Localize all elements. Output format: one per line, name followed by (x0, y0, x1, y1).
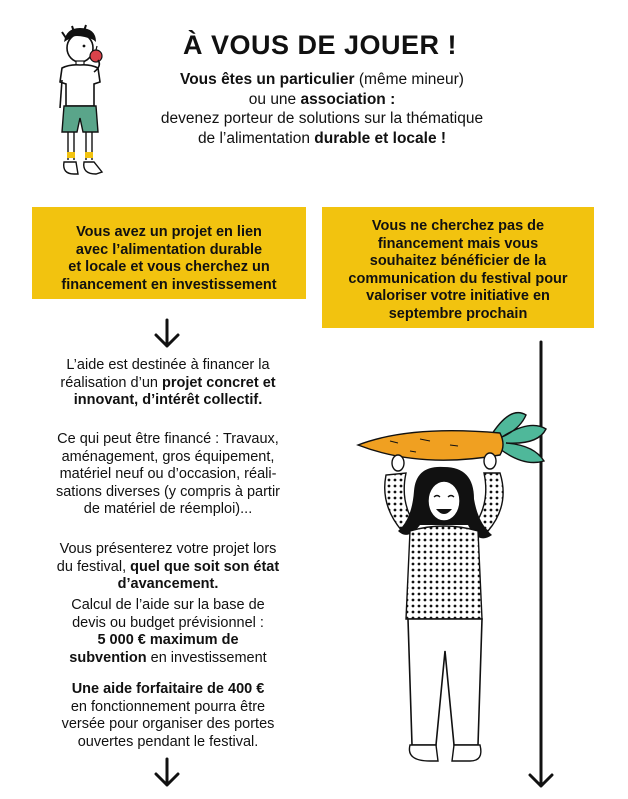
arrow-down-icon (153, 318, 181, 350)
page-title: À VOUS DE JOUER ! (182, 30, 458, 60)
woman-holding-carrot-illustration (350, 405, 560, 770)
arrow-down-icon (153, 757, 181, 789)
aid-calculation-paragraph: Calcul de l’aide sur la base de devis ou budget prévisionnel : 5 000 € maximum de subvention en investissement (69, 597, 267, 666)
communication-box: Vous ne cherchez pas de financement mais vous souhaitez bénéficier de la communication du festival pour valoriser votre initiative en septembre prochain (322, 207, 594, 328)
flat-aid-paragraph: Une aide forfaitaire de 400 € en fonctionnement pourra être versée pour organiser des portes ouvertes pendant le festival. (61, 681, 275, 750)
investment-funding-box: Vous avez un projet en lien avec l’alimentation durable et locale et vous cherchez un financement en investissement (32, 207, 306, 299)
presentation-paragraph: Vous présenterez votre projet lors du festival, quel que soit son état d’avancement. (56, 541, 280, 592)
intro-text: Vous êtes un particulier (même mineur) ou une association : devenez porteur de solutions sur la thématique de l’alimentation durable et locale ! (160, 71, 484, 147)
boy-eating-apple-illustration (44, 22, 116, 182)
eligible-expenses-paragraph: Ce qui peut être financé : Travaux, aménagement, gros équipement, matériel neuf ou d’occasion, réali- sations diverses (y compris à partir de matériel de réemploi)... (55, 431, 280, 517)
aid-purpose-paragraph: L’aide est destinée à financer la réalisation d’un projet concret et innovant, d’intérêt collectif. (60, 357, 276, 408)
